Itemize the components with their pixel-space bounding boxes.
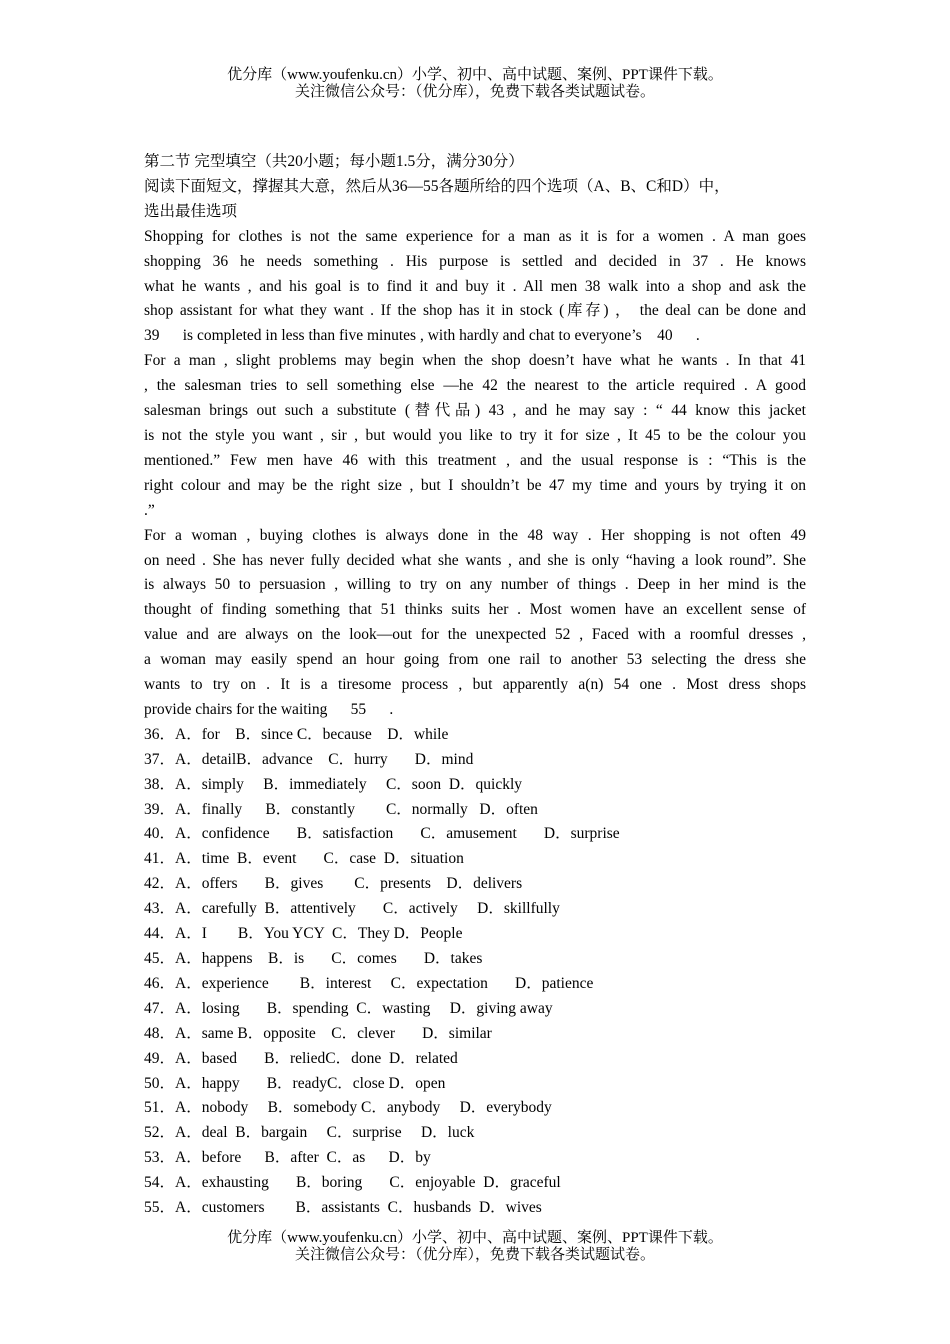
question-options-40: 40．A．confidence B．satisfaction C．amusement D．surprise (144, 825, 620, 843)
page-footer (0, 1230, 950, 1264)
passage-line: .” (144, 501, 155, 519)
question-options-41: 41．A．time B．event C．case D．situation (144, 850, 464, 868)
passage-line: 39 is completed in less than five minutes , with hardly and chat to everyone’s 40 . (144, 327, 700, 345)
question-options-46: 46．A．experience B．interest C．expectation D．patience (144, 974, 594, 992)
question-options-47: 47．A．losing B．spending C．wasting D．giving away (144, 999, 553, 1017)
passage-line: on need . She has never fully decided what she wants , and she is only “having a look round”. She (144, 551, 806, 569)
instruction-line-2: 选出最佳选项 (144, 202, 238, 220)
passage-line: a woman may easily spend an hour going from one rail to another 53 selecting the dress she (144, 651, 806, 669)
question-options-52: 52．A．deal B．bargain C．surprise D．luck (144, 1124, 475, 1142)
passage-line: right colour and may be the right size , but I shouldn’t be 47 my time and yours by trying it on (144, 476, 806, 494)
passage-line: what he wants , and his goal is to find it and buy it . All men 38 walk into a shop and ask the (144, 277, 806, 295)
passage-line: shopping 36 he needs something . His purpose is settled and decided in 37 . He knows (144, 252, 806, 270)
question-options-53: 53．A．before B．after C．as D．by (144, 1149, 431, 1167)
footer-line-2: 关注微信公众号：（优分库），免费下载各类试题试卷。 (294, 1247, 655, 1263)
passage-line: mentioned.” Few men have 46 with this treatment , and the usual response is : “This is the (144, 451, 806, 469)
passage-line: For a woman , buying clothes is always done in the 48 way . Her shopping is not often 49 (144, 526, 806, 544)
question-options-49: 49．A．based B．reliedC．done D．related (144, 1049, 458, 1067)
question-options-50: 50．A．happy B．readyC．close D．open (144, 1074, 446, 1092)
question-options-51: 51．A．nobody B．somebody C．anybody D．everybody (144, 1099, 552, 1117)
question-options-48: 48．A．same B．opposite C．clever D．similar (144, 1024, 492, 1042)
question-options-55: 55．A．customers B．assistants C．husbands D．wives (144, 1199, 542, 1217)
passage-line: For a man , slight problems may begin when the shop doesn’t have what he wants . In that 41 (144, 352, 806, 370)
question-options-45: 45．A．happens B．is C．comes D．takes (144, 950, 483, 967)
question-options-39: 39．A．finally B．constantly C．normally D．often (144, 800, 538, 818)
exam-content (144, 150, 806, 1221)
cloze-passage (144, 225, 806, 723)
passage-line: value and are always on the look—out for the unexpected 52 , Faced with a roomful dresses , (144, 626, 806, 644)
passage-line: is always 50 to persuasion , willing to try on any number of things . Deep in her mind is the (144, 576, 806, 594)
question-options-38: 38．A．simply B．immediately C．soon D．quickly (144, 775, 523, 793)
section-title: 第二节 完型填空（共20小题；每小题1.5分，满分30分） (144, 153, 524, 170)
page-header (0, 67, 950, 101)
passage-line: salesman brings out such a substitute (替代品) 43 , and he may say : “ 44 know this jacket (144, 402, 806, 420)
passage-line: , the salesman tries to sell something else —he 42 the nearest to the article required . A good (144, 377, 806, 395)
passage-line: provide chairs for the waiting 55 . (144, 700, 394, 718)
instruction-line-1: 阅读下面短文，撑握其大意，然后从36—55各题所给的四个选项（A、B、C和D）中， (144, 177, 730, 195)
answer-options (144, 723, 806, 1221)
question-options-43: 43．A．carefully B．attentively C．actively D．skillfully (144, 900, 560, 918)
passage-line: thought of finding something that 51 thinks suits her . Most women have an excellent sense of (144, 601, 806, 619)
header-line-1: 优分库（www.youfenku.cn）小学、初中、高中试题、案例、PPT课件下载。 (227, 67, 723, 83)
footer-line-1: 优分库（www.youfenku.cn）小学、初中、高中试题、案例、PPT课件下载。 (227, 1230, 723, 1246)
passage-line: shop assistant for what they want . If the shop has it in stock (库存) ， the deal can be done and (144, 302, 806, 320)
question-options-37: 37．A．detailB．advance C．hurry D．mind (144, 750, 474, 768)
question-options-44: 44．A．I B．You YCY C．They D．People (144, 925, 463, 943)
passage-line: Shopping for clothes is not the same experience for a man as it is for a women . A man goes (144, 227, 806, 245)
question-options-42: 42．A．offers B．gives C．presents D．delivers (144, 875, 523, 893)
passage-line: is not the style you want , sir , but would you like to try it for size , It 45 to be the colour you (144, 426, 806, 444)
header-line-2: 关注微信公众号：（优分库），免费下载各类试题试卷。 (294, 84, 655, 100)
question-options-54: 54．A．exhausting B．boring C．enjoyable D．graceful (144, 1174, 561, 1192)
question-options-36: 36．A．for B．since C．because D．while (144, 725, 449, 743)
passage-line: wants to try on . It is a tiresome process , but apparently a(n) 54 one . Most dress shops (144, 676, 806, 694)
